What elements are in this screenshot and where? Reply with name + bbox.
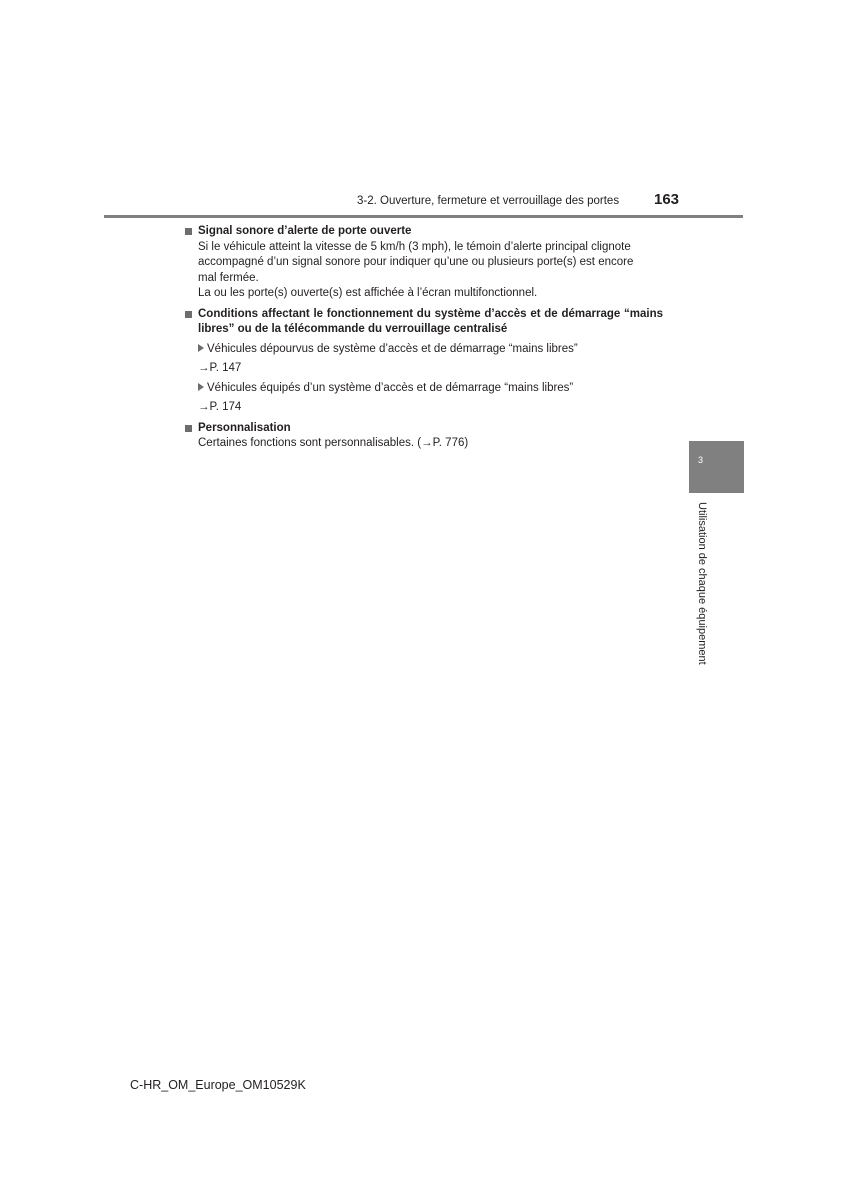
chapter-number: 3 [698, 455, 704, 465]
paragraph-line: accompagné d’un signal sonore pour indiquer qu’une ou plusieurs porte(s) est encore [198, 256, 634, 268]
list-item: Véhicules équipés d’un système d’accès et de démarrage “mains libres” [185, 381, 663, 397]
square-bullet-icon [185, 425, 192, 432]
square-bullet-icon [185, 228, 192, 235]
chapter-label: Utilisation de chaque équipement [696, 502, 708, 665]
document-code: C-HR_OM_Europe_OM10529K [130, 1078, 306, 1092]
page-reference-link[interactable]: →P. 147 [198, 362, 242, 374]
square-bullet-icon [185, 311, 192, 318]
paragraph-line: mal fermée. [198, 271, 259, 284]
triangle-bullet-icon [198, 383, 204, 391]
paragraph-line: Si le véhicule atteint la vitesse de 5 km/h (3 mph), le témoin d’alerte principal clignote [198, 240, 631, 253]
page-number: 163 [654, 191, 680, 208]
page-reference-link[interactable]: →P. 174 [198, 401, 242, 413]
section-heading: Signal sonore d’alerte de porte ouverte [185, 224, 663, 240]
section-conditions [185, 307, 663, 416]
section-title: 3-2. Ouverture, fermeture et verrouillage des portes [357, 195, 620, 207]
section-heading: Conditions affectant le fonctionnement du système d’accès et de démarrage “mains libres” ou de la télécommande du verrouillage centralisé [185, 307, 663, 338]
paragraph-line: Certaines fonctions sont personnalisables. (→P. 776) [198, 437, 469, 449]
section-personalization [185, 421, 663, 452]
triangle-bullet-icon [198, 344, 204, 352]
section-open-door-alert [185, 224, 663, 302]
section-heading: Personnalisation [185, 421, 663, 437]
list-item: Véhicules dépourvus de système d’accès et de démarrage “mains libres” [185, 342, 663, 358]
page-content [185, 224, 663, 457]
chapter-tab[interactable] [689, 441, 744, 493]
header-rule [104, 215, 743, 218]
paragraph-line: La ou les porte(s) ouverte(s) est affichée à l’écran multifonctionnel. [198, 287, 538, 299]
